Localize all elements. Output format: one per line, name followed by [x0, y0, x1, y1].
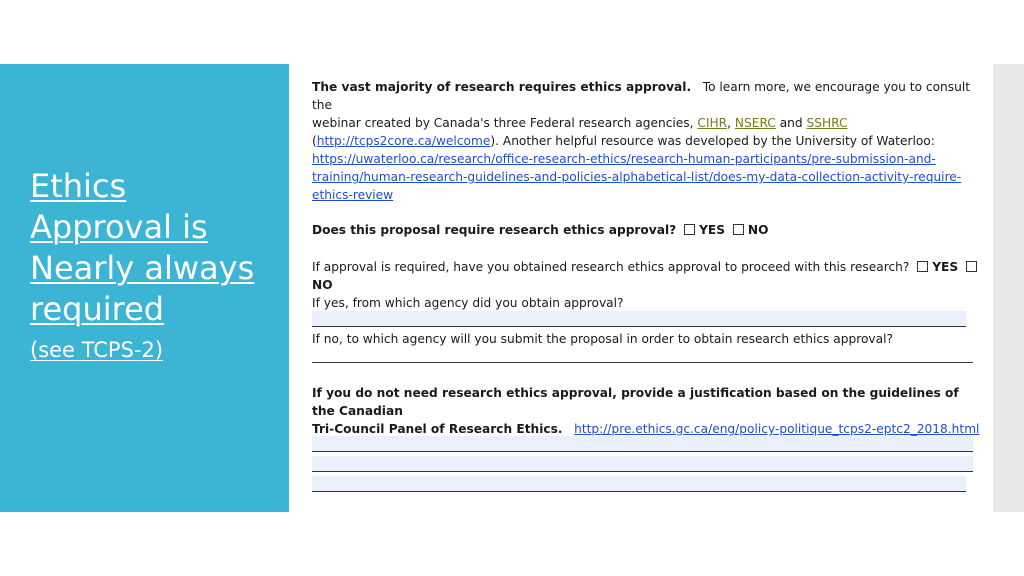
q1-yes-checkbox[interactable] [684, 224, 695, 235]
cihr-link[interactable]: CIHR [697, 116, 728, 130]
scroll-strip [993, 64, 1024, 512]
intro-text-3: ). Another helpful resource was developed by the University of Waterloo: [490, 134, 935, 148]
slide-title[interactable] [30, 166, 280, 330]
question-3-label: If yes, from which agency did you obtain approval? [312, 296, 624, 310]
and-text: and [779, 116, 803, 130]
q1-yes-label: YES [699, 223, 726, 237]
q2-no-label: NO [312, 278, 333, 292]
q1-no-label: NO [747, 223, 769, 237]
uwaterloo-link-line-1[interactable]: https://uwaterloo.ca/research/office-research-ethics/research-human-participants/pre-submission-and- [312, 152, 936, 166]
question-2-label: If approval is required, have you obtained research ethics approval to proceed with this research? [312, 260, 910, 274]
intro-text-1: To learn more, we encourage you to consult the [312, 80, 971, 112]
q4-answer-field[interactable] [312, 347, 973, 363]
tcps2-policy-link[interactable]: http://pre.ethics.gc.ca/eng/policy-politique_tcps2-eptc2_2018.html [574, 422, 980, 436]
q5-answer-line-1[interactable] [312, 436, 973, 452]
slide-title-line-2: Approval is [30, 208, 208, 246]
slide-title-line-4: required [30, 290, 165, 328]
question-5 [312, 384, 982, 438]
nserc-link[interactable]: NSERC [734, 116, 776, 130]
q2-yes-checkbox[interactable] [917, 261, 928, 272]
uwaterloo-link-line-2[interactable]: training/human-research-guidelines-and-policies-alphabetical-list/does-my-data-collection-activity-require- [312, 170, 962, 184]
slide-subtitle-link[interactable]: (see TCPS-2) [30, 338, 164, 362]
q2-yes-label: YES [932, 260, 959, 274]
question-1-label: Does this proposal require research ethics approval? [312, 223, 677, 237]
q5-answer-line-3[interactable] [312, 476, 966, 492]
uwaterloo-link-line-3[interactable]: ethics-review [312, 188, 394, 202]
comma: , [727, 116, 732, 130]
slide-title-line-1: Ethics [30, 167, 127, 205]
question-5-bold-2: Tri-Council Panel of Research Ethics. [312, 422, 563, 436]
open-paren: ( [312, 134, 317, 148]
q1-no-checkbox[interactable] [733, 224, 744, 235]
q3-answer-field[interactable] [312, 311, 966, 327]
q2-no-checkbox[interactable] [966, 261, 977, 272]
question-4-label: If no, to which agency will you submit the proposal in order to obtain research ethics approval? [312, 332, 893, 346]
intro-text-2: webinar created by Canada's three Federal research agencies, [312, 116, 694, 130]
intro-bold: The vast majority of research requires ethics approval. [312, 80, 692, 94]
q5-answer-line-2[interactable] [312, 456, 973, 472]
intro-paragraph [312, 78, 982, 204]
sshrc-link[interactable]: SSHRC [806, 116, 848, 130]
question-2 [312, 258, 982, 294]
slide-title-line-3: Nearly always [30, 249, 255, 287]
question-5-bold-1: If you do not need research ethics approval, provide a justification based on the guidelines of the Canadian [312, 386, 959, 418]
question-1 [312, 221, 982, 239]
tcps2core-link[interactable]: http://tcps2core.ca/welcome [316, 134, 491, 148]
